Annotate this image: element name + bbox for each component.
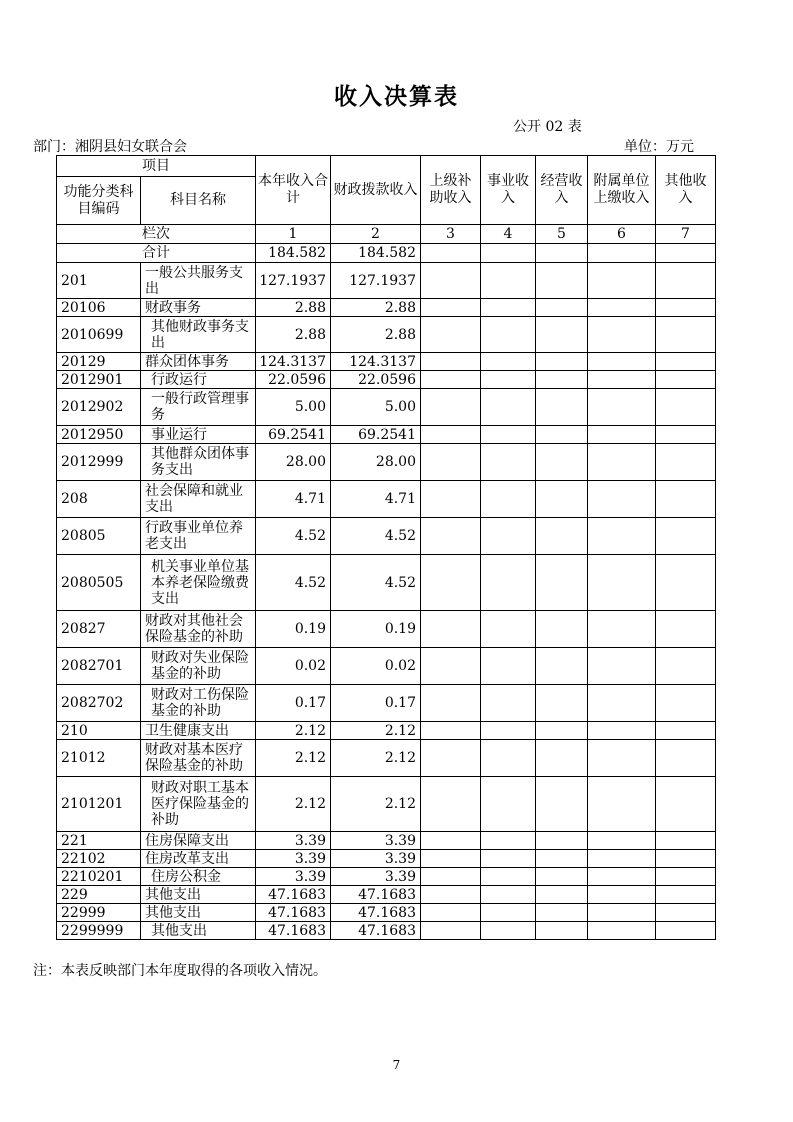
empty-cell: [481, 426, 536, 444]
row-code: 208: [57, 481, 141, 518]
empty-cell: [656, 922, 716, 940]
table-row: [57, 740, 716, 777]
empty-cell: [421, 685, 481, 722]
row-fiscal: 0.02: [331, 648, 421, 685]
table-row: [57, 389, 716, 426]
empty-cell: [588, 611, 656, 648]
empty-cell: [656, 904, 716, 922]
table-row: [57, 444, 716, 481]
table-row: [57, 648, 716, 685]
empty-cell: [588, 777, 656, 832]
empty-cell: [481, 850, 536, 868]
empty-cell: [481, 922, 536, 940]
empty-cell: [481, 317, 536, 353]
empty-cell: [421, 886, 481, 904]
row-name: 住房公积金: [141, 868, 256, 886]
row-name: 其他支出: [141, 904, 256, 922]
empty-cell: [656, 299, 716, 317]
empty-cell: [536, 244, 588, 263]
empty-cell: [481, 481, 536, 518]
empty-cell: [421, 777, 481, 832]
page-title: 收入决算表: [334, 84, 459, 110]
empty-cell: [588, 444, 656, 481]
row-name: 财政对失业保险基金的补助: [141, 648, 256, 685]
empty-cell: [421, 481, 481, 518]
row-total: 0.17: [256, 685, 331, 722]
data-rows: [57, 263, 716, 940]
row-code: 2082701: [57, 648, 141, 685]
empty-cell: [421, 263, 481, 299]
row-total: 2.88: [256, 299, 331, 317]
empty-cell: [656, 850, 716, 868]
page-number: 7: [392, 1058, 401, 1072]
empty-cell: [421, 426, 481, 444]
empty-cell: [536, 777, 588, 832]
row-code: 201: [57, 263, 141, 299]
column-index: 6: [588, 225, 656, 244]
empty-cell: [481, 263, 536, 299]
row-total: 47.1683: [256, 904, 331, 922]
empty-cell: [656, 444, 716, 481]
empty-cell: [656, 244, 716, 263]
empty-cell: [536, 922, 588, 940]
row-fiscal: 2.88: [331, 317, 421, 353]
empty-cell: [536, 850, 588, 868]
row-code: 2012950: [57, 426, 141, 444]
row-name: 财政事务: [141, 299, 256, 317]
empty-cell: [588, 832, 656, 850]
row-fiscal: 2.12: [331, 722, 421, 740]
row-code: 21012: [57, 740, 141, 777]
row-code: 2012999: [57, 444, 141, 481]
empty-cell: [588, 850, 656, 868]
empty-cell: [421, 389, 481, 426]
header-code: 功能分类科目编码: [57, 177, 141, 225]
row-fiscal: 47.1683: [331, 904, 421, 922]
row-name: 其他支出: [141, 922, 256, 940]
column-index: 2: [331, 225, 421, 244]
row-name: 群众团体事务: [141, 353, 256, 371]
table-row: [57, 353, 716, 371]
empty-cell: [421, 371, 481, 389]
empty-cell: [536, 832, 588, 850]
empty-cell: [536, 685, 588, 722]
row-code: 20129: [57, 353, 141, 371]
empty-cell: [481, 685, 536, 722]
header-total: 本年收入合计: [256, 156, 331, 225]
row-fiscal: 2.12: [331, 777, 421, 832]
total-label: 合计: [57, 244, 256, 263]
empty-cell: [588, 481, 656, 518]
row-total: 3.39: [256, 832, 331, 850]
empty-cell: [588, 371, 656, 389]
empty-cell: [656, 317, 716, 353]
empty-cell: [481, 518, 536, 555]
row-name: 机关事业单位基本养老保险缴费支出: [141, 555, 256, 611]
row-code: 2010699: [57, 317, 141, 353]
table-row: [57, 922, 716, 940]
column-index-label: 栏次: [57, 225, 256, 244]
empty-cell: [588, 922, 656, 940]
income-table: [56, 155, 716, 940]
empty-cell: [421, 518, 481, 555]
header-operating: 经营收入: [536, 156, 588, 225]
empty-cell: [536, 389, 588, 426]
empty-cell: [656, 832, 716, 850]
row-code: 20106: [57, 299, 141, 317]
row-total: 22.0596: [256, 371, 331, 389]
row-fiscal: 47.1683: [331, 886, 421, 904]
empty-cell: [421, 244, 481, 263]
empty-cell: [656, 777, 716, 832]
table-row: [57, 777, 716, 832]
empty-cell: [536, 353, 588, 371]
empty-cell: [481, 740, 536, 777]
row-total: 5.00: [256, 389, 331, 426]
row-name: 行政运行: [141, 371, 256, 389]
empty-cell: [536, 648, 588, 685]
empty-cell: [656, 740, 716, 777]
empty-cell: [588, 518, 656, 555]
empty-cell: [536, 263, 588, 299]
empty-cell: [481, 444, 536, 481]
row-name: 财政对其他社会保险基金的补助: [141, 611, 256, 648]
header-item: 项目: [57, 156, 256, 177]
empty-cell: [481, 777, 536, 832]
table-row: [57, 426, 716, 444]
empty-cell: [588, 263, 656, 299]
row-fiscal: 4.52: [331, 555, 421, 611]
empty-cell: [656, 371, 716, 389]
empty-cell: [421, 555, 481, 611]
empty-cell: [536, 886, 588, 904]
empty-cell: [588, 299, 656, 317]
row-code: 20827: [57, 611, 141, 648]
empty-cell: [421, 648, 481, 685]
empty-cell: [588, 648, 656, 685]
empty-cell: [421, 611, 481, 648]
table-row: [57, 722, 716, 740]
empty-cell: [421, 740, 481, 777]
row-fiscal: 4.52: [331, 518, 421, 555]
total-fiscal: 184.582: [331, 244, 421, 263]
row-name: 住房保障支出: [141, 832, 256, 850]
row-fiscal: 3.39: [331, 850, 421, 868]
row-total: 4.71: [256, 481, 331, 518]
empty-cell: [656, 722, 716, 740]
row-name: 社会保障和就业支出: [141, 481, 256, 518]
row-name: 其他财政事务支出: [141, 317, 256, 353]
empty-cell: [656, 886, 716, 904]
empty-cell: [421, 850, 481, 868]
empty-cell: [421, 299, 481, 317]
row-fiscal: 2.88: [331, 299, 421, 317]
row-name: 财政对工伤保险基金的补助: [141, 685, 256, 722]
empty-cell: [421, 832, 481, 850]
empty-cell: [481, 648, 536, 685]
empty-cell: [588, 740, 656, 777]
row-name: 事业运行: [141, 426, 256, 444]
column-index: 1: [256, 225, 331, 244]
empty-cell: [588, 426, 656, 444]
row-fiscal: 4.71: [331, 481, 421, 518]
header-subsidy: 上级补助收入: [421, 156, 481, 225]
row-code: 2080505: [57, 555, 141, 611]
table-row: [57, 904, 716, 922]
header-name: 科目名称: [141, 177, 256, 225]
table-row: [57, 518, 716, 555]
empty-cell: [588, 886, 656, 904]
department-label: 部门：湘阴县妇女联合会: [33, 139, 187, 155]
empty-cell: [481, 389, 536, 426]
row-fiscal: 69.2541: [331, 426, 421, 444]
empty-cell: [536, 518, 588, 555]
row-name: 一般行政管理事务: [141, 389, 256, 426]
empty-cell: [481, 371, 536, 389]
empty-cell: [588, 389, 656, 426]
empty-cell: [536, 904, 588, 922]
row-total: 28.00: [256, 444, 331, 481]
row-code: 2012902: [57, 389, 141, 426]
empty-cell: [481, 555, 536, 611]
empty-cell: [588, 685, 656, 722]
row-total: 3.39: [256, 868, 331, 886]
empty-cell: [536, 481, 588, 518]
empty-cell: [536, 740, 588, 777]
row-code: 2210201: [57, 868, 141, 886]
empty-cell: [656, 611, 716, 648]
empty-cell: [536, 299, 588, 317]
row-code: 2299999: [57, 922, 141, 940]
row-code: 210: [57, 722, 141, 740]
empty-cell: [536, 722, 588, 740]
row-total: 0.02: [256, 648, 331, 685]
row-total: 47.1683: [256, 886, 331, 904]
row-total: 3.39: [256, 850, 331, 868]
empty-cell: [588, 904, 656, 922]
row-total: 127.1937: [256, 263, 331, 299]
table-row: [57, 850, 716, 868]
header-affiliated: 附属单位上缴收入: [588, 156, 656, 225]
row-code: 2082702: [57, 685, 141, 722]
empty-cell: [481, 868, 536, 886]
table-row: [57, 263, 716, 299]
empty-cell: [481, 832, 536, 850]
empty-cell: [536, 868, 588, 886]
row-fiscal: 5.00: [331, 389, 421, 426]
table-row: [57, 886, 716, 904]
row-name: 其他支出: [141, 886, 256, 904]
row-code: 229: [57, 886, 141, 904]
table-row: [57, 685, 716, 722]
empty-cell: [421, 317, 481, 353]
table-note: 注：本表反映部门本年度取得的各项收入情况。: [33, 963, 327, 979]
empty-cell: [536, 426, 588, 444]
row-total: 0.19: [256, 611, 331, 648]
form-number: 公开 02 表: [513, 119, 582, 135]
column-index: 4: [481, 225, 536, 244]
row-fiscal: 124.3137: [331, 353, 421, 371]
row-fiscal: 47.1683: [331, 922, 421, 940]
empty-cell: [588, 244, 656, 263]
row-fiscal: 0.19: [331, 611, 421, 648]
empty-cell: [481, 353, 536, 371]
row-name: 卫生健康支出: [141, 722, 256, 740]
empty-cell: [656, 518, 716, 555]
empty-cell: [421, 353, 481, 371]
row-fiscal: 3.39: [331, 868, 421, 886]
row-total: 2.88: [256, 317, 331, 353]
row-total: 47.1683: [256, 922, 331, 940]
column-index: 5: [536, 225, 588, 244]
row-name: 财政对职工基本医疗保险基金的补助: [141, 777, 256, 832]
empty-cell: [588, 555, 656, 611]
empty-cell: [421, 868, 481, 886]
empty-cell: [536, 444, 588, 481]
row-name: 一般公共服务支出: [141, 263, 256, 299]
row-code: 22999: [57, 904, 141, 922]
unit-label: 单位：万元: [624, 139, 694, 155]
empty-cell: [656, 868, 716, 886]
empty-cell: [656, 389, 716, 426]
header-fiscal: 财政拨款收入: [331, 156, 421, 225]
row-code: 22102: [57, 850, 141, 868]
row-code: 20805: [57, 518, 141, 555]
row-code: 2012901: [57, 371, 141, 389]
empty-cell: [588, 868, 656, 886]
row-fiscal: 0.17: [331, 685, 421, 722]
row-fiscal: 22.0596: [331, 371, 421, 389]
header-other: 其他收入: [656, 156, 716, 225]
row-name: 财政对基本医疗保险基金的补助: [141, 740, 256, 777]
row-name: 其他群众团体事务支出: [141, 444, 256, 481]
row-total: 4.52: [256, 555, 331, 611]
row-total: 2.12: [256, 740, 331, 777]
empty-cell: [481, 886, 536, 904]
empty-cell: [536, 317, 588, 353]
empty-cell: [421, 904, 481, 922]
table-row: [57, 832, 716, 850]
empty-cell: [588, 353, 656, 371]
empty-cell: [421, 444, 481, 481]
empty-cell: [481, 904, 536, 922]
empty-cell: [656, 555, 716, 611]
empty-cell: [588, 722, 656, 740]
table-row: [57, 555, 716, 611]
column-index: 7: [656, 225, 716, 244]
empty-cell: [656, 426, 716, 444]
empty-cell: [421, 722, 481, 740]
empty-cell: [656, 263, 716, 299]
row-fiscal: 28.00: [331, 444, 421, 481]
row-code: 221: [57, 832, 141, 850]
empty-cell: [481, 611, 536, 648]
total-row: [57, 244, 716, 263]
empty-cell: [421, 922, 481, 940]
row-total: 69.2541: [256, 426, 331, 444]
row-fiscal: 127.1937: [331, 263, 421, 299]
table-row: [57, 317, 716, 353]
row-name: 住房改革支出: [141, 850, 256, 868]
row-name: 行政事业单位养老支出: [141, 518, 256, 555]
empty-cell: [656, 648, 716, 685]
header-business: 事业收入: [481, 156, 536, 225]
empty-cell: [656, 353, 716, 371]
table-row: [57, 481, 716, 518]
table-row: [57, 299, 716, 317]
row-code: 2101201: [57, 777, 141, 832]
row-total: 2.12: [256, 722, 331, 740]
empty-cell: [536, 371, 588, 389]
empty-cell: [536, 611, 588, 648]
empty-cell: [481, 722, 536, 740]
column-index: 3: [421, 225, 481, 244]
empty-cell: [481, 299, 536, 317]
row-fiscal: 3.39: [331, 832, 421, 850]
row-total: 2.12: [256, 777, 331, 832]
table-row: [57, 868, 716, 886]
empty-cell: [656, 481, 716, 518]
row-fiscal: 2.12: [331, 740, 421, 777]
table-row: [57, 371, 716, 389]
row-total: 4.52: [256, 518, 331, 555]
total-amount: 184.582: [256, 244, 331, 263]
row-total: 124.3137: [256, 353, 331, 371]
empty-cell: [588, 317, 656, 353]
empty-cell: [536, 555, 588, 611]
table-row: [57, 611, 716, 648]
empty-cell: [656, 685, 716, 722]
empty-cell: [481, 244, 536, 263]
